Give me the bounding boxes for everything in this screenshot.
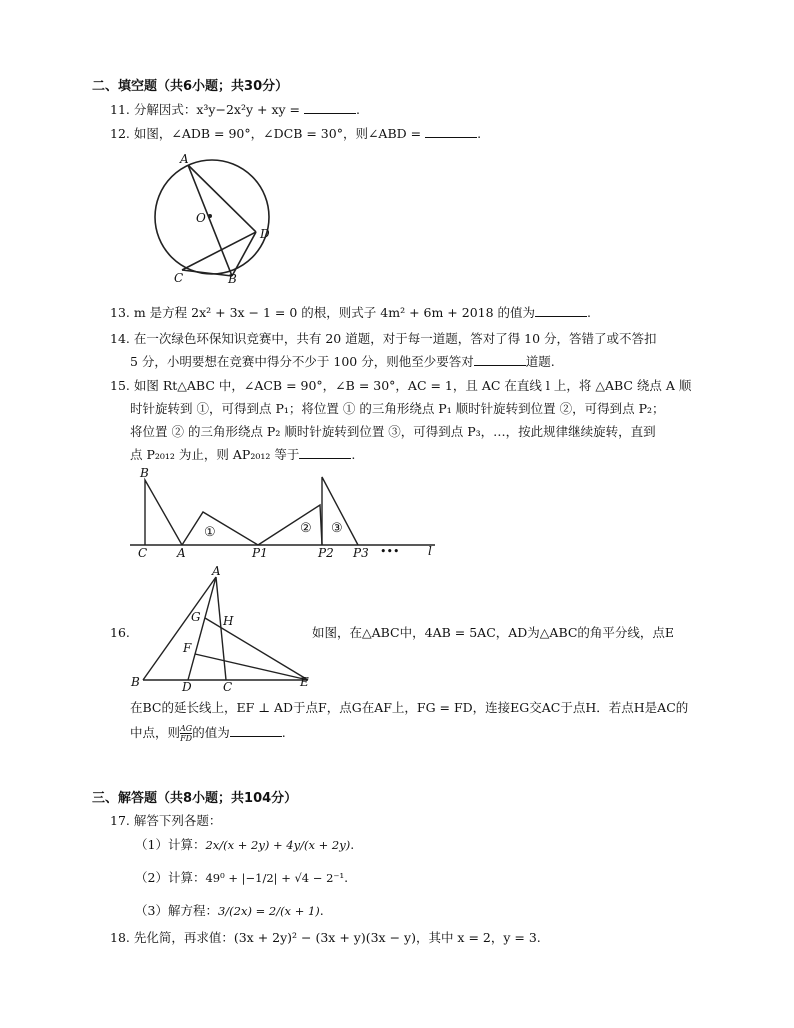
- question-17-part-3: [135, 902, 324, 920]
- period: .: [350, 837, 355, 852]
- segment-ge: [205, 618, 308, 680]
- section-3-title: 三、解答题（共8小题；共104分）: [92, 791, 298, 806]
- question-14-end: 道题.: [525, 354, 555, 369]
- segment-ab: [143, 577, 216, 680]
- label-b: B: [131, 675, 140, 689]
- figure-q16-triangle: [128, 564, 318, 692]
- question-16-text: 中点，则: [130, 725, 181, 740]
- label-b: B: [228, 272, 237, 285]
- label-position-1: ①: [204, 525, 216, 540]
- math-expression: 2x/(x + 2y) + 4y/(x + 2y): [205, 838, 351, 852]
- question-15-text: 点 P₂₀₁₂ 为止，则 AP₂₀₁₂ 等于: [130, 447, 300, 462]
- label-a: A: [180, 152, 189, 166]
- answer-blank[interactable]: [304, 101, 356, 114]
- question-16-line-2: 在BC的延长线上，EF ⊥ AD于点F，点G在AF上，FG = FD，连接EG交AC于点H．若点H是AC的: [130, 700, 689, 715]
- period: .: [351, 447, 356, 462]
- question-14-line-2: [130, 353, 555, 371]
- part-label: （1）计算：: [135, 837, 206, 852]
- part-label: （2）计算：: [135, 870, 206, 885]
- figure-q15-rotation: [130, 465, 440, 565]
- label-c: C: [174, 271, 184, 285]
- label-c: C: [138, 546, 148, 560]
- question-16-line-3: [130, 724, 286, 743]
- period: .: [319, 903, 324, 918]
- triangle-1: [182, 512, 258, 545]
- triangle-abc: [145, 480, 182, 545]
- circle-o: [155, 160, 269, 274]
- fraction-ag-fd: [180, 724, 192, 743]
- segment-ab: [188, 165, 232, 276]
- label-p1: P1: [252, 546, 268, 560]
- label-p3: P3: [353, 546, 369, 560]
- question-14-text: 5 分，小明要想在竞赛中得分不少于 100 分，则他至少要答对: [130, 354, 474, 369]
- question-18: 18. 先化简，再求值：(3x + 2y)² − (3x + y)(3x − y)，其中 x = 2，y = 3.: [110, 930, 541, 945]
- question-14-line-1: 14. 在一次绿色环保知识竞赛中，共有 20 道题，对于每一道题，答对了得 10 分，答错了或不答扣: [110, 331, 657, 346]
- answer-blank[interactable]: [535, 304, 587, 317]
- figure-q12-circle: [148, 150, 278, 285]
- label-a: A: [177, 546, 186, 560]
- label-position-2: ②: [300, 521, 312, 536]
- segment-ad: [188, 577, 216, 680]
- segment-ac: [216, 577, 226, 680]
- question-17-title: 17. 解答下列各题：: [110, 813, 222, 828]
- center-point: [208, 214, 212, 218]
- question-12-text: 12. 如图，∠ADB = 90°，∠DCB = 30°，则∠ABD =: [110, 126, 426, 141]
- question-16-number: 16.: [110, 625, 130, 640]
- fraction-denominator: FD: [180, 734, 193, 743]
- period: .: [281, 725, 286, 740]
- label-position-3: ③: [331, 521, 343, 536]
- question-17-part-1: [135, 836, 354, 854]
- label-o: O: [196, 211, 206, 225]
- question-15-line-2: 时针旋转到 ①，可得到点 P₁；将位置 ① 的三角形绕点 P₁ 顺时针旋转到位置 ②，可得到点 P₂；: [130, 401, 665, 416]
- label-g: G: [191, 610, 201, 624]
- answer-blank[interactable]: [230, 724, 282, 737]
- answer-blank[interactable]: [474, 353, 526, 366]
- label-f: F: [183, 641, 192, 655]
- label-e: E: [300, 675, 309, 689]
- question-13: [110, 304, 591, 322]
- label-h: H: [223, 614, 234, 628]
- question-13-text: 13. m 是方程 2x² + 3x − 1 = 0 的根，则式子 4m² + 6m + 2018 的值为: [110, 305, 536, 320]
- period: .: [477, 126, 482, 141]
- period: .: [587, 305, 592, 320]
- label-p2: P2: [318, 546, 334, 560]
- label-a: A: [212, 564, 221, 578]
- label-d: D: [182, 680, 192, 692]
- label-ellipsis: •••: [380, 545, 400, 558]
- question-17-part-2: [135, 869, 348, 887]
- question-16-text-end: 的值为: [192, 725, 230, 740]
- label-l: l: [428, 544, 432, 558]
- answer-blank[interactable]: [425, 125, 477, 138]
- period: .: [344, 870, 349, 885]
- question-11: [110, 101, 360, 119]
- part-label: （3）解方程：: [135, 903, 218, 918]
- label-c: C: [223, 680, 233, 692]
- triangle-2-left: [258, 505, 322, 545]
- period: .: [355, 102, 360, 117]
- label-d: D: [260, 227, 270, 241]
- question-16-line-1: 如图，在△ABC中，4AB = 5AC，AD为△ABC的角平分线，点E: [312, 625, 675, 640]
- math-expression: 3/(2x) = 2/(x + 1): [217, 904, 320, 918]
- math-expression: 49⁰ + |−1/2| + √4 − 2⁻¹: [205, 871, 345, 885]
- question-12: [110, 125, 481, 143]
- question-15-line-1: 15. 如图 Rt△ABC 中，∠ACB = 90°，∠B = 30°，AC = 1，且 AC 在直线 l 上，将 △ABC 绕点 A 顺: [110, 378, 692, 393]
- answer-blank[interactable]: [299, 446, 351, 459]
- question-15-line-3: 将位置 ② 的三角形绕点 P₂ 顺时针旋转到位置 ③，可得到点 P₃，…，按此规律继续旋转，直到: [130, 424, 656, 439]
- fraction-numerator: AG: [180, 724, 193, 733]
- section-2-title: 二、填空题（共6小题；共30分）: [92, 79, 289, 94]
- question-15-line-4: [130, 446, 355, 464]
- segment-fe: [195, 654, 308, 680]
- question-11-text: 11. 分解因式：x³y−2x²y + xy =: [110, 102, 304, 117]
- label-b: B: [140, 466, 149, 480]
